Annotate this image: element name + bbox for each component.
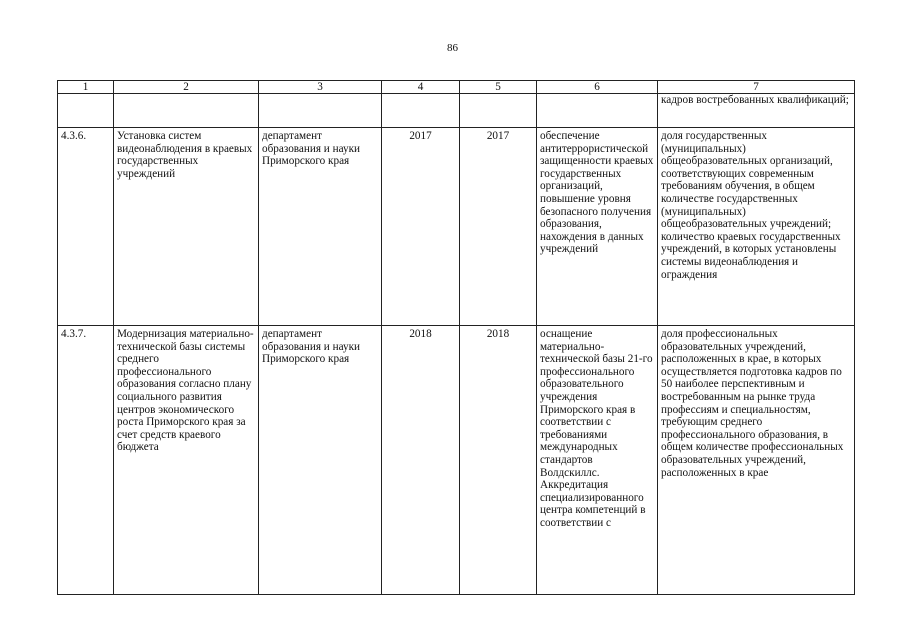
measure-name: Установка систем видеонаблюдения в краевых государственных учреждений bbox=[117, 130, 253, 180]
measure-name: Модернизация материально-технической базы системы среднего профессионального образования согласно плану социального развития центров экономического роста Приморского края за счет средств краевого бюджета bbox=[117, 328, 254, 454]
column-header: 2 bbox=[114, 81, 259, 94]
indicator-text: кадров востребованных квалификаций; bbox=[661, 94, 849, 106]
expected-result: оснащение материально-технической базы 21-го профессионального образовательного учреждения Приморского края в соответствии с требованиями международных стандартов Волдскиллс. Аккредитация специализированного центра компетенций в соответствии с bbox=[540, 328, 653, 529]
header-row bbox=[58, 81, 855, 94]
table-cell bbox=[382, 94, 460, 128]
column-header: 3 bbox=[259, 81, 382, 94]
start-year: 2018 bbox=[382, 326, 460, 595]
page-number: 86 bbox=[447, 42, 458, 54]
measure-name-cell bbox=[114, 326, 259, 595]
indicator-text: доля государственных (муниципальных) общеобразовательных организаций, соответствующих современным требованиям обучения, в общем количестве государственных (муниципальных) общеобразовательных учреждений; количество краевых государственных учреждений, в которых установлены системы видеонаблюдения и ограждения bbox=[661, 130, 841, 281]
program-table bbox=[57, 80, 855, 595]
table-cell bbox=[537, 94, 658, 128]
column-header: 6 bbox=[537, 81, 658, 94]
table-cell bbox=[58, 94, 114, 128]
result-cell bbox=[537, 326, 658, 595]
indicator-cell bbox=[658, 94, 855, 128]
end-year: 2018 bbox=[460, 326, 537, 595]
indicator-text: доля профессиональных образовательных учреждений, расположенных в крае, в которых осуществляется подготовка кадров по 50 наиболее перспективным и востребованным на рынке труда профессиям и специальностям, требующим среднего профессионального образования, в общем количестве профессиональных образовательных учреждений, расположенных в крае bbox=[661, 328, 844, 479]
executor-cell bbox=[259, 326, 382, 595]
end-year: 2017 bbox=[460, 128, 537, 326]
executor: департамент образования и науки Приморского края bbox=[262, 130, 360, 168]
start-year: 2017 bbox=[382, 128, 460, 326]
indicator-cell bbox=[658, 326, 855, 595]
indicator-cell bbox=[658, 128, 855, 326]
table-row bbox=[58, 128, 855, 326]
column-header: 4 bbox=[382, 81, 460, 94]
column-header: 5 bbox=[460, 81, 537, 94]
column-header: 1 bbox=[58, 81, 114, 94]
table-cell bbox=[114, 94, 259, 128]
table-row bbox=[58, 326, 855, 595]
executor: департамент образования и науки Приморского края bbox=[262, 328, 360, 366]
expected-result: обеспечение антитеррористической защищенности краевых государственных организаций, повышение уровня безопасного получения образования, нахождения в данных учреждений bbox=[540, 130, 654, 256]
executor-cell bbox=[259, 128, 382, 326]
column-header: 7 bbox=[658, 81, 855, 94]
row-number: 4.3.6. bbox=[58, 128, 114, 326]
table-cell bbox=[259, 94, 382, 128]
continuation-row bbox=[58, 94, 855, 128]
row-number: 4.3.7. bbox=[58, 326, 114, 595]
measure-name-cell bbox=[114, 128, 259, 326]
result-cell bbox=[537, 128, 658, 326]
table-cell bbox=[460, 94, 537, 128]
